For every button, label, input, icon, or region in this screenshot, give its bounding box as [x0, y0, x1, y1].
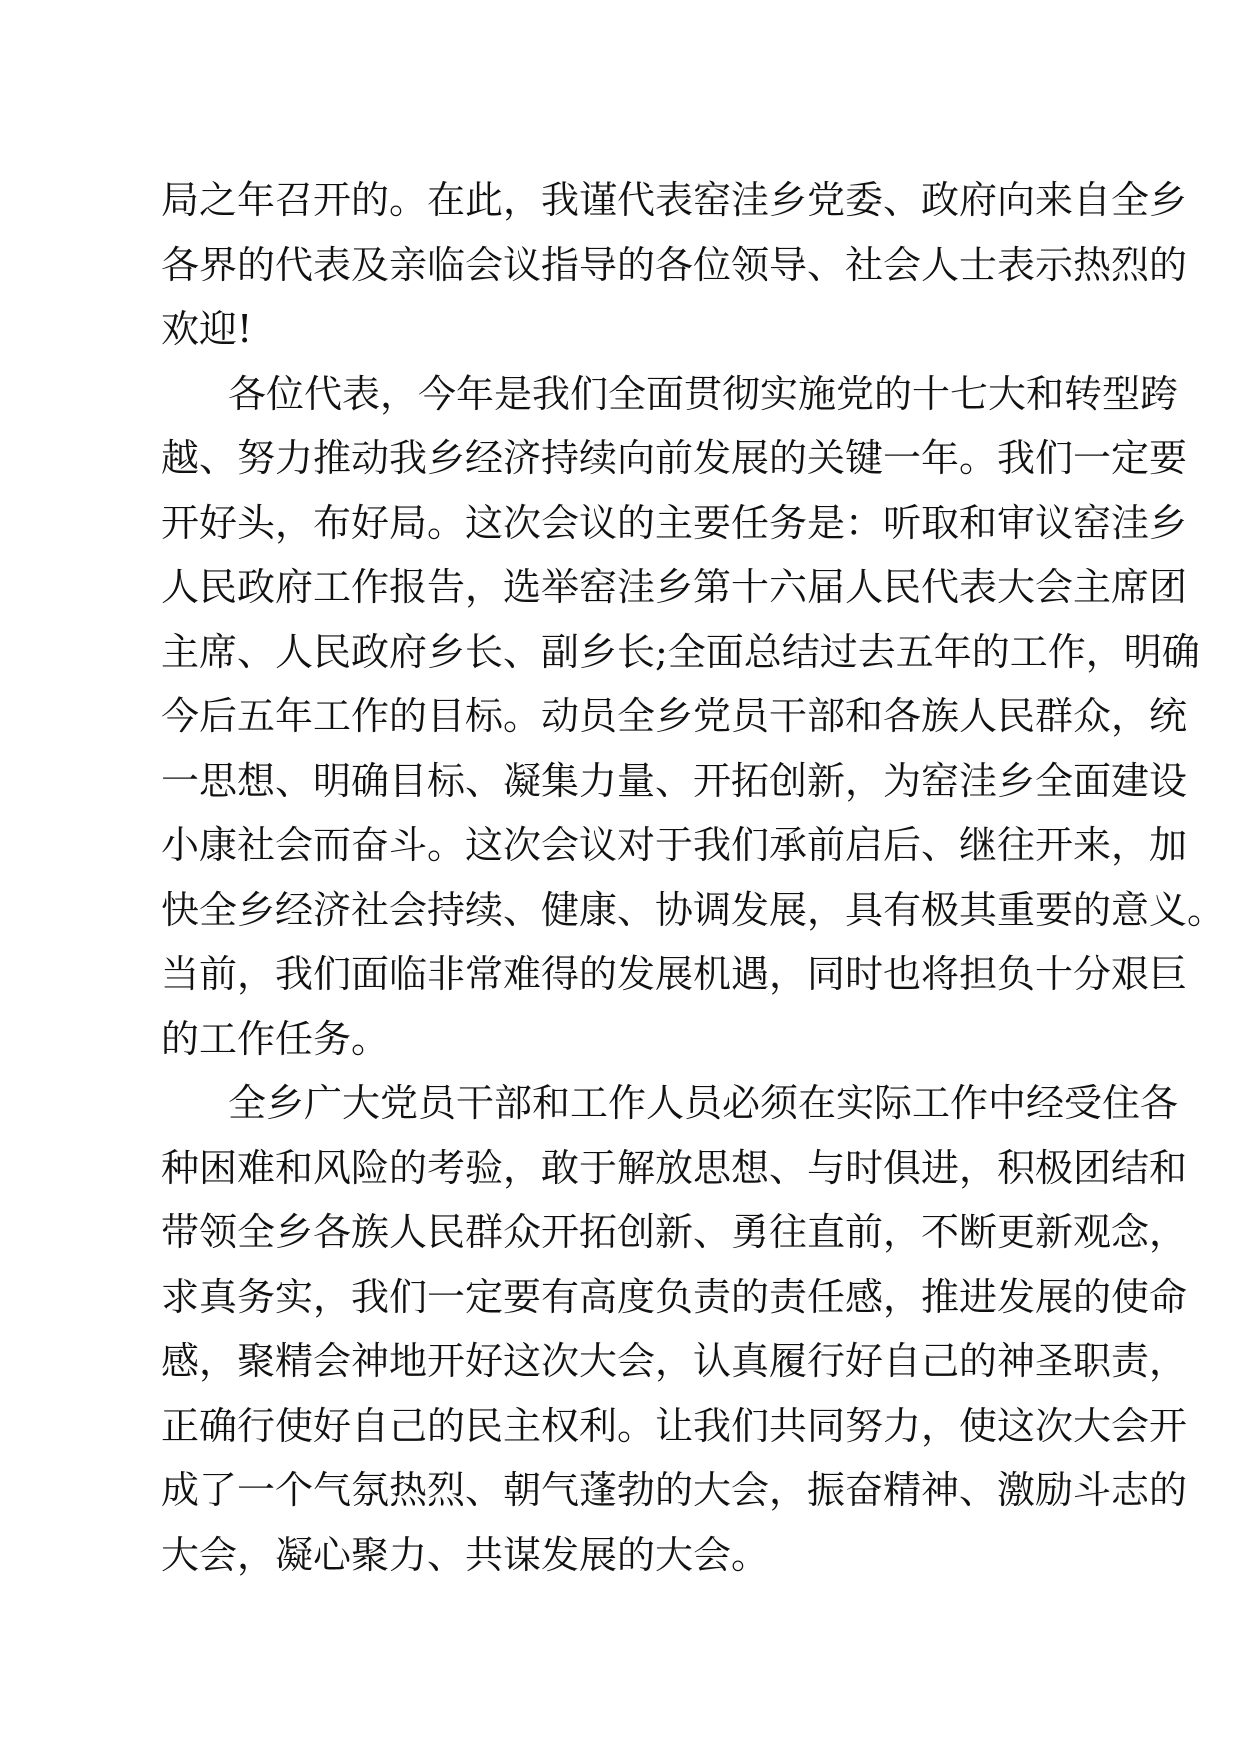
text-line: 感，聚精会神地开好这次大会，认真履行好自己的神圣职责， [161, 1339, 1188, 1383]
text-line: 各位代表，今年是我们全面贯彻实施党的十七大和转型跨 [228, 371, 1179, 416]
text-line: 当前，我们面临非常难得的发展机遇，同时也将担负十分艰巨 [161, 952, 1188, 996]
text-line: 成了一个气氛热烈、朝气蓬勃的大会，振奋精神、激励斗志的 [161, 1468, 1188, 1512]
text-line: 求真务实，我们一定要有高度负责的责任感，推进发展的使命 [161, 1274, 1188, 1319]
text-line: 小康社会而奋斗。这次会议对于我们承前启后、继往开来，加 [161, 823, 1188, 867]
text-line: 开好头，布好局。这次会议的主要任务是：听取和审议窑洼乡 [161, 500, 1188, 545]
text-line: 一思想、明确目标、凝集力量、开拓创新，为窑洼乡全面建设 [161, 758, 1188, 803]
text-line: 正确行使好自己的民主权利。让我们共同努力，使这次大会开 [161, 1403, 1188, 1448]
text-line: 各界的代表及亲临会议指导的各位领导、社会人士表示热烈的 [161, 242, 1188, 287]
text-line: 快全乡经济社会持续、健康、协调发展，具有极其重要的意义。 [161, 887, 1226, 932]
text-line: 主席、人民政府乡长、副乡长;全面总结过去五年的工作，明确 [161, 629, 1200, 674]
body-text [161, 168, 1226, 1587]
text-line: 全乡广大党员干部和工作人员必须在实际工作中经受住各 [228, 1081, 1179, 1125]
text-line: 种困难和风险的考验，敢于解放思想、与时俱进，积极团结和 [161, 1145, 1188, 1190]
text-line: 局之年召开的。在此，我谨代表窑洼乡党委、政府向来自全乡 [161, 178, 1188, 222]
text-line: 欢迎! [161, 307, 253, 351]
text-line: 大会，凝心聚力、共谋发展的大会。 [161, 1532, 770, 1577]
text-line: 的工作任务。 [161, 1016, 390, 1061]
text-line: 越、努力推动我乡经济持续向前发展的关键一年。我们一定要 [161, 436, 1188, 480]
text-line: 今后五年工作的目标。动员全乡党员干部和各族人民群众，统 [161, 694, 1188, 738]
text-line: 带领全乡各族人民群众开拓创新、勇往直前，不断更新观念， [161, 1210, 1188, 1254]
text-line: 人民政府工作报告，选举窑洼乡第十六届人民代表大会主席团 [161, 565, 1188, 609]
